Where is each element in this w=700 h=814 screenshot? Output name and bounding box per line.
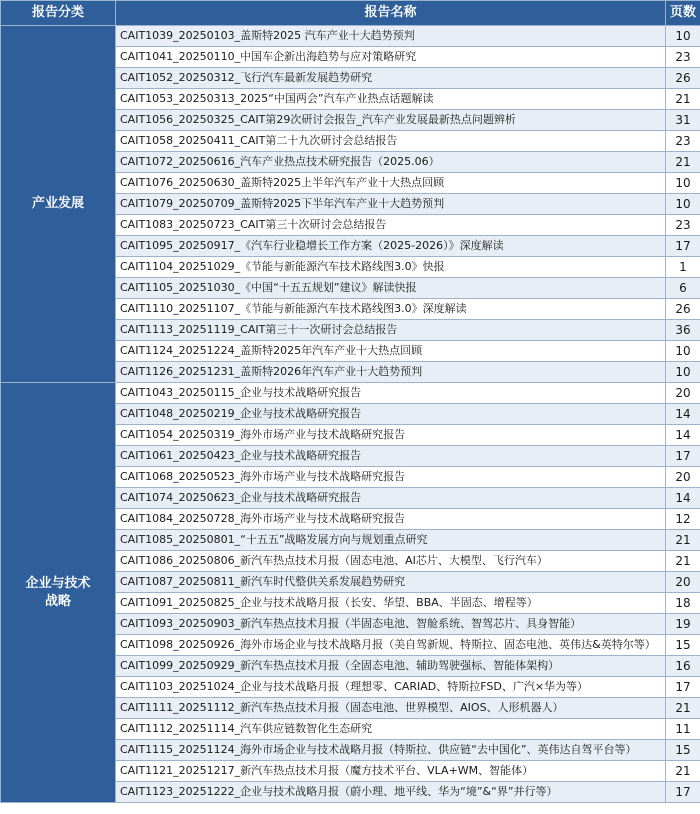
page-count-cell: 14 bbox=[666, 488, 700, 509]
page-count-cell: 6 bbox=[666, 278, 700, 299]
report-name-cell: CAIT1061_20250423_企业与技术战略研究报告 bbox=[116, 446, 666, 467]
report-name-cell: CAIT1074_20250623_企业与技术战略研究报告 bbox=[116, 488, 666, 509]
page-count-cell: 1 bbox=[666, 257, 700, 278]
page-count-cell: 21 bbox=[666, 698, 700, 719]
table-row bbox=[1, 383, 700, 404]
page-count-cell: 11 bbox=[666, 719, 700, 740]
page-count-cell: 26 bbox=[666, 299, 700, 320]
header-row bbox=[1, 1, 700, 26]
report-name-cell: CAIT1076_20250630_盖斯特2025上半年汽车产业十大热点回顾 bbox=[116, 173, 666, 194]
page-count-cell: 12 bbox=[666, 509, 700, 530]
report-name-cell: CAIT1084_20250728_海外市场产业与技术战略研究报告 bbox=[116, 509, 666, 530]
page-count-cell: 21 bbox=[666, 89, 700, 110]
category-cell: 企业与技术战略 bbox=[1, 383, 116, 803]
report-name-cell: CAIT1056_20250325_CAIT第29次研讨会报告_汽车产业发展最新热点问题辨析 bbox=[116, 110, 666, 131]
page-count-cell: 21 bbox=[666, 530, 700, 551]
page-count-cell: 20 bbox=[666, 572, 700, 593]
page-count-cell: 36 bbox=[666, 320, 700, 341]
report-name-cell: CAIT1039_20250103_盖斯特2025 汽车产业十大趋势预判 bbox=[116, 26, 666, 47]
page-count-cell: 19 bbox=[666, 614, 700, 635]
report-name-cell: CAIT1054_20250319_海外市场产业与技术战略研究报告 bbox=[116, 425, 666, 446]
report-name-cell: CAIT1111_20251112_新汽车热点技术月报（固态电池、世界模型、AIOS、人形机器人） bbox=[116, 698, 666, 719]
report-name-cell: CAIT1079_20250709_盖斯特2025下半年汽车产业十大趋势预判 bbox=[116, 194, 666, 215]
report-name-cell: CAIT1123_20251222_企业与技术战略月报（蔚小理、地平线、华为“境”&“界”并行等） bbox=[116, 782, 666, 803]
report-name-cell: CAIT1083_20250723_CAIT第三十次研讨会总结报告 bbox=[116, 215, 666, 236]
report-name-cell: CAIT1068_20250523_海外市场产业与技术战略研究报告 bbox=[116, 467, 666, 488]
page-count-cell: 21 bbox=[666, 551, 700, 572]
report-name-cell: CAIT1072_20250616_汽车产业热点技术研究报告（2025.06） bbox=[116, 152, 666, 173]
report-name-cell: CAIT1126_20251231_盖斯特2026年汽车产业十大趋势预判 bbox=[116, 362, 666, 383]
page-count-cell: 10 bbox=[666, 26, 700, 47]
header-pages: 页数 bbox=[666, 1, 700, 26]
page-count-cell: 15 bbox=[666, 635, 700, 656]
report-name-cell: CAIT1052_20250312_飞行汽车最新发展趋势研究 bbox=[116, 68, 666, 89]
report-name-cell: CAIT1093_20250903_新汽车热点技术月报（半固态电池、智舱系统、智驾芯片、具身智能） bbox=[116, 614, 666, 635]
page-count-cell: 10 bbox=[666, 194, 700, 215]
report-name-cell: CAIT1053_20250313_2025“中国两会”汽车产业热点话题解读 bbox=[116, 89, 666, 110]
page-count-cell: 31 bbox=[666, 110, 700, 131]
page-count-cell: 20 bbox=[666, 467, 700, 488]
page-count-cell: 20 bbox=[666, 383, 700, 404]
page-count-cell: 15 bbox=[666, 740, 700, 761]
page-count-cell: 14 bbox=[666, 425, 700, 446]
report-name-cell: CAIT1112_20251114_汽车供应链数智化生态研究 bbox=[116, 719, 666, 740]
report-name-cell: CAIT1121_20251217_新汽车热点技术月报（魔方技术平台、VLA+WM、智能体） bbox=[116, 761, 666, 782]
report-name-cell: CAIT1087_20250811_新汽车时代整供关系发展趋势研究 bbox=[116, 572, 666, 593]
page-count-cell: 10 bbox=[666, 341, 700, 362]
page-count-cell: 21 bbox=[666, 761, 700, 782]
table-row bbox=[1, 26, 700, 47]
report-name-cell: CAIT1104_20251029_《节能与新能源汽车技术路线图3.0》快报 bbox=[116, 257, 666, 278]
header-category: 报告分类 bbox=[1, 1, 116, 26]
report-name-cell: CAIT1098_20250926_海外市场企业与技术战略月报（美自驾新规、特斯拉、固态电池、英伟达&英特尔等） bbox=[116, 635, 666, 656]
page-count-cell: 10 bbox=[666, 173, 700, 194]
report-name-cell: CAIT1103_20251024_企业与技术战略月报（理想零、CARIAD、特斯拉FSD、广汽×华为等） bbox=[116, 677, 666, 698]
page-count-cell: 17 bbox=[666, 236, 700, 257]
report-name-cell: CAIT1048_20250219_企业与技术战略研究报告 bbox=[116, 404, 666, 425]
report-name-cell: CAIT1095_20250917_《汽车行业稳增长工作方案（2025-2026）》深度解读 bbox=[116, 236, 666, 257]
report-name-cell: CAIT1113_20251119_CAIT第三十一次研讨会总结报告 bbox=[116, 320, 666, 341]
page-count-cell: 17 bbox=[666, 782, 700, 803]
page-count-cell: 23 bbox=[666, 131, 700, 152]
page-count-cell: 23 bbox=[666, 47, 700, 68]
page-count-cell: 18 bbox=[666, 593, 700, 614]
page-count-cell: 17 bbox=[666, 446, 700, 467]
page-count-cell: 23 bbox=[666, 215, 700, 236]
report-name-cell: CAIT1085_20250801_“十五五”战略发展方向与规划重点研究 bbox=[116, 530, 666, 551]
page-count-cell: 26 bbox=[666, 68, 700, 89]
page-count-cell: 14 bbox=[666, 404, 700, 425]
report-name-cell: CAIT1115_20251124_海外市场企业与技术战略月报（特斯拉、供应链“去中国化”、英伟达自驾平台等） bbox=[116, 740, 666, 761]
report-name-cell: CAIT1043_20250115_企业与技术战略研究报告 bbox=[116, 383, 666, 404]
page-count-cell: 16 bbox=[666, 656, 700, 677]
report-name-cell: CAIT1041_20250110_中国车企新出海趋势与应对策略研究 bbox=[116, 47, 666, 68]
report-name-cell: CAIT1058_20250411_CAIT第二十九次研讨会总结报告 bbox=[116, 131, 666, 152]
report-name-cell: CAIT1105_20251030_《中国“十五五规划”建议》解读快报 bbox=[116, 278, 666, 299]
report-name-cell: CAIT1124_20251224_盖斯特2025年汽车产业十大热点回顾 bbox=[116, 341, 666, 362]
report-name-cell: CAIT1110_20251107_《节能与新能源汽车技术路线图3.0》深度解读 bbox=[116, 299, 666, 320]
page-count-cell: 17 bbox=[666, 677, 700, 698]
page-count-cell: 21 bbox=[666, 152, 700, 173]
report-name-cell: CAIT1099_20250929_新汽车热点技术月报（全固态电池、辅助驾驶强标、智能体架构） bbox=[116, 656, 666, 677]
report-name-cell: CAIT1091_20250825_企业与技术战略月报（长安、华望、BBA、半固态、增程等） bbox=[116, 593, 666, 614]
header-report-name: 报告名称 bbox=[116, 1, 666, 26]
category-cell: 产业发展 bbox=[1, 26, 116, 383]
report-name-cell: CAIT1086_20250806_新汽车热点技术月报（固态电池、AI芯片、大模型、飞行汽车） bbox=[116, 551, 666, 572]
page-count-cell: 10 bbox=[666, 362, 700, 383]
